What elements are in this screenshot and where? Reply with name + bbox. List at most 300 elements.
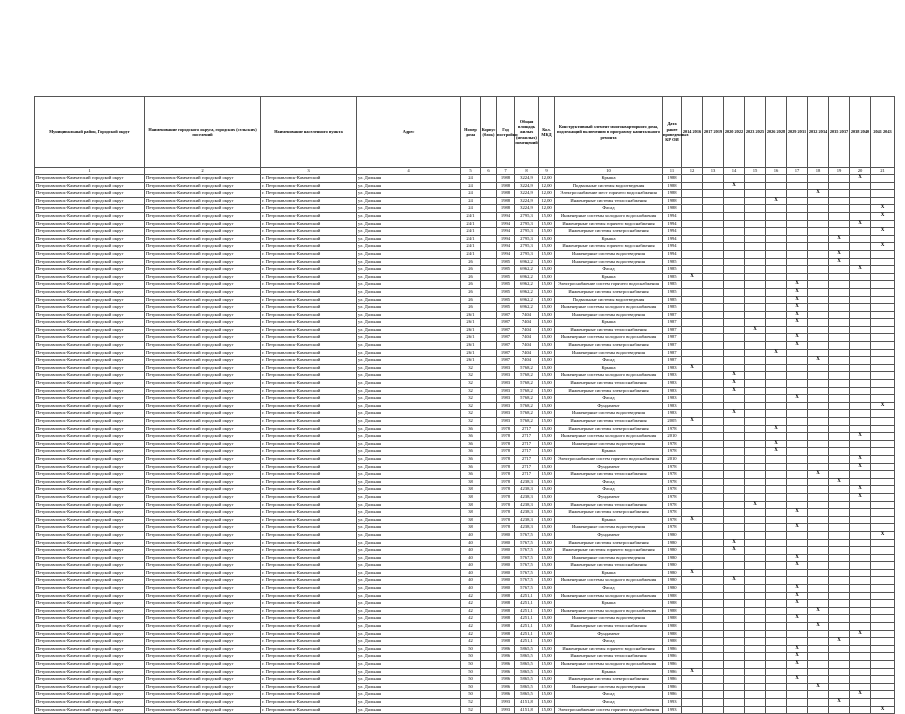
cell-locality: г. Петропавловск-Камчатский <box>261 531 357 539</box>
cell-mkd-count: 15,00 <box>539 600 555 608</box>
cell-period <box>850 357 871 365</box>
cell-year-built: 1993 <box>497 706 515 714</box>
cell-district: Петропавловск-Камчатский городской округ <box>35 501 145 509</box>
cell-period <box>745 402 766 410</box>
cell-district: Петропавловск-Камчатский городской округ <box>35 539 145 547</box>
cell-locality: г. Петропавловск-Камчатский <box>261 706 357 714</box>
cell-year-built: 1985 <box>497 273 515 281</box>
cell-period <box>703 266 724 274</box>
cell-period <box>682 448 703 456</box>
cell-period-mark: X <box>850 630 871 638</box>
cell-period <box>682 311 703 319</box>
cell-period <box>682 607 703 615</box>
cell-area: 5768,2 <box>515 372 539 380</box>
table-row <box>35 205 895 213</box>
cell-district: Петропавловск-Камчатский городской округ <box>35 471 145 479</box>
cell-period <box>766 334 787 342</box>
cell-locality: г. Петропавловск-Камчатский <box>261 235 357 243</box>
cell-period <box>682 630 703 638</box>
cell-block <box>481 243 497 251</box>
cell-mkd-count: 15,00 <box>539 668 555 676</box>
cell-district: Петропавловск-Камчатский городской округ <box>35 380 145 388</box>
cell-district: Петропавловск-Камчатский городской округ <box>35 623 145 631</box>
cell-last-repair: 1994 <box>663 243 682 251</box>
cell-period <box>745 645 766 653</box>
cell-element: Инженерные системы водоотведения <box>555 524 663 532</box>
cell-year-built: 1978 <box>497 440 515 448</box>
cell-period <box>766 539 787 547</box>
cell-period <box>703 455 724 463</box>
cell-period <box>808 433 829 441</box>
table-row <box>35 425 895 433</box>
cell-element: Инженерные системы электроснабжения <box>555 387 663 395</box>
cell-block <box>481 296 497 304</box>
cell-period <box>850 281 871 289</box>
table-row <box>35 342 895 350</box>
column-number-15: 15 <box>745 168 766 175</box>
cell-period <box>808 319 829 327</box>
cell-address: ул. Дальняя <box>357 592 461 600</box>
cell-last-repair: 1987 <box>663 319 682 327</box>
cell-period-mark: X <box>787 311 808 319</box>
cell-area: 5865,5 <box>515 676 539 684</box>
cell-locality: г. Петропавловск-Камчатский <box>261 212 357 220</box>
cell-mkd-count: 15,00 <box>539 281 555 289</box>
cell-period <box>871 418 895 426</box>
cell-period <box>850 212 871 220</box>
cell-period <box>703 410 724 418</box>
cell-period <box>724 623 745 631</box>
cell-settlement: Петропавловск-Камчатский городской округ <box>145 509 261 517</box>
cell-period <box>703 539 724 547</box>
cell-element: Инженерные системы горячего водоснабжения <box>555 220 663 228</box>
cell-last-repair: 1988 <box>663 182 682 190</box>
cell-settlement: Петропавловск-Камчатский городской округ <box>145 698 261 706</box>
cell-period <box>703 440 724 448</box>
cell-period <box>829 402 850 410</box>
cell-last-repair: 1980 <box>663 539 682 547</box>
cell-period <box>871 372 895 380</box>
table-row <box>35 243 895 251</box>
cell-period <box>682 531 703 539</box>
cell-period <box>703 509 724 517</box>
cell-house-number: 32 <box>461 410 481 418</box>
cell-period <box>829 645 850 653</box>
cell-year-built: 1988 <box>497 205 515 213</box>
cell-element: Фасад <box>555 585 663 593</box>
cell-period <box>787 547 808 555</box>
cell-settlement: Петропавловск-Камчатский городской округ <box>145 630 261 638</box>
cell-period <box>682 577 703 585</box>
cell-period <box>829 273 850 281</box>
cell-block <box>481 615 497 623</box>
cell-last-repair: 1988 <box>663 600 682 608</box>
cell-block <box>481 357 497 365</box>
cell-house-number: 40 <box>461 547 481 555</box>
cell-period <box>808 516 829 524</box>
cell-house-number: 26/1 <box>461 319 481 327</box>
cell-block <box>481 706 497 714</box>
cell-year-built: 1985 <box>497 258 515 266</box>
cell-period <box>829 600 850 608</box>
cell-area: 2717 <box>515 463 539 471</box>
cell-period <box>682 486 703 494</box>
cell-block <box>481 212 497 220</box>
cell-period <box>724 258 745 266</box>
column-header-9: Кол. МКД <box>539 97 555 168</box>
cell-address: ул. Дальняя <box>357 493 461 501</box>
cell-area: 4238,3 <box>515 501 539 509</box>
cell-year-built: 1980 <box>497 585 515 593</box>
cell-mkd-count: 15,00 <box>539 212 555 220</box>
cell-block <box>481 334 497 342</box>
cell-year-built: 1978 <box>497 478 515 486</box>
cell-year-built: 1980 <box>497 547 515 555</box>
cell-period <box>871 281 895 289</box>
cell-period <box>850 418 871 426</box>
cell-year-built: 1987 <box>497 319 515 327</box>
cell-mkd-count: 15,00 <box>539 220 555 228</box>
cell-house-number: 50 <box>461 653 481 661</box>
cell-period <box>850 372 871 380</box>
cell-house-number: 40 <box>461 569 481 577</box>
cell-locality: г. Петропавловск-Камчатский <box>261 364 357 372</box>
cell-element: Инженерные системы электроснабжения <box>555 539 663 547</box>
cell-period <box>682 691 703 699</box>
table-row <box>35 288 895 296</box>
column-header-1: Муниципальный район, Городской округ <box>35 97 145 168</box>
cell-house-number: 40 <box>461 577 481 585</box>
cell-period <box>682 410 703 418</box>
cell-period <box>829 448 850 456</box>
cell-period <box>724 676 745 684</box>
cell-period <box>682 182 703 190</box>
cell-period-mark: X <box>808 683 829 691</box>
cell-period <box>829 539 850 547</box>
table-body <box>35 175 895 714</box>
cell-address: ул. Дальняя <box>357 668 461 676</box>
cell-period <box>745 190 766 198</box>
cell-address: ул. Дальняя <box>357 683 461 691</box>
table-row <box>35 448 895 456</box>
cell-year-built: 1978 <box>497 433 515 441</box>
cell-area: 6962,2 <box>515 281 539 289</box>
column-number-18: 18 <box>808 168 829 175</box>
cell-last-repair: 1978 <box>663 501 682 509</box>
cell-period <box>724 706 745 714</box>
cell-district: Петропавловск-Камчатский городской округ <box>35 440 145 448</box>
table-header-row <box>35 97 895 168</box>
cell-period <box>787 706 808 714</box>
cell-period <box>787 197 808 205</box>
cell-period <box>850 349 871 357</box>
cell-address: ул. Дальняя <box>357 182 461 190</box>
column-number-20: 20 <box>850 168 871 175</box>
cell-period <box>682 296 703 304</box>
cell-period <box>724 205 745 213</box>
cell-settlement: Петропавловск-Камчатский городской округ <box>145 296 261 304</box>
cell-area: 7404 <box>515 334 539 342</box>
cell-element: Крыша <box>555 448 663 456</box>
cell-period <box>850 273 871 281</box>
cell-period <box>787 228 808 236</box>
cell-period <box>766 311 787 319</box>
cell-house-number: 42 <box>461 600 481 608</box>
cell-period <box>850 440 871 448</box>
cell-period <box>850 638 871 646</box>
cell-element: Подвальные системы водоотведения <box>555 182 663 190</box>
cell-period <box>766 220 787 228</box>
cell-period-mark: X <box>724 539 745 547</box>
column-number-12: 12 <box>682 168 703 175</box>
cell-period <box>808 372 829 380</box>
cell-area: 2717 <box>515 440 539 448</box>
cell-element: Крыша <box>555 600 663 608</box>
cell-period <box>682 623 703 631</box>
cell-district: Петропавловск-Камчатский городской округ <box>35 577 145 585</box>
cell-house-number: 52 <box>461 698 481 706</box>
cell-period-mark: X <box>871 402 895 410</box>
cell-last-repair: 1983 <box>663 364 682 372</box>
cell-period <box>682 425 703 433</box>
cell-element: Инженерные системы холодного водоснабжения <box>555 334 663 342</box>
cell-period <box>829 585 850 593</box>
cell-locality: г. Петропавловск-Камчатский <box>261 592 357 600</box>
cell-mkd-count: 15,00 <box>539 387 555 395</box>
cell-settlement: Петропавловск-Камчатский городской округ <box>145 615 261 623</box>
table-row <box>35 592 895 600</box>
cell-period <box>724 486 745 494</box>
cell-last-repair: 1986 <box>663 653 682 661</box>
cell-period <box>808 661 829 669</box>
cell-locality: г. Петропавловск-Камчатский <box>261 463 357 471</box>
cell-address: ул. Дальняя <box>357 691 461 699</box>
cell-period <box>724 273 745 281</box>
cell-district: Петропавловск-Камчатский городской округ <box>35 562 145 570</box>
cell-period <box>787 531 808 539</box>
cell-period <box>850 395 871 403</box>
cell-address: ул. Дальняя <box>357 448 461 456</box>
cell-house-number: 32 <box>461 395 481 403</box>
cell-period-mark: X <box>724 577 745 585</box>
cell-year-built: 1978 <box>497 463 515 471</box>
cell-element: Инженерные системы электроснабжения <box>555 342 663 350</box>
table-row <box>35 531 895 539</box>
cell-mkd-count: 15,00 <box>539 463 555 471</box>
cell-house-number: 36 <box>461 448 481 456</box>
cell-period <box>808 668 829 676</box>
cell-period <box>808 455 829 463</box>
cell-settlement: Петропавловск-Камчатский городской округ <box>145 478 261 486</box>
cell-period <box>808 425 829 433</box>
cell-period <box>829 607 850 615</box>
cell-year-built: 1994 <box>497 212 515 220</box>
cell-period <box>808 402 829 410</box>
table-row <box>35 623 895 631</box>
cell-period-mark: X <box>682 418 703 426</box>
cell-period <box>850 478 871 486</box>
cell-block <box>481 531 497 539</box>
cell-element: Фундамент <box>555 630 663 638</box>
cell-year-built: 1986 <box>497 691 515 699</box>
cell-element: Инженерные системы горячего водоснабжения <box>555 243 663 251</box>
cell-settlement: Петропавловск-Камчатский городской округ <box>145 387 261 395</box>
cell-district: Петропавловск-Камчатский городской округ <box>35 334 145 342</box>
cell-locality: г. Петропавловск-Камчатский <box>261 539 357 547</box>
cell-period <box>808 630 829 638</box>
cell-area: 4251,1 <box>515 600 539 608</box>
cell-element: Инженерные системы холодного водоснабжения <box>555 592 663 600</box>
cell-area: 2717 <box>515 471 539 479</box>
cell-year-built: 1994 <box>497 235 515 243</box>
cell-house-number: 26/1 <box>461 342 481 350</box>
cell-district: Петропавловск-Камчатский городской округ <box>35 547 145 555</box>
cell-element: Инженерные системы водоотведения <box>555 410 663 418</box>
capital-repair-table <box>34 96 895 714</box>
cell-period <box>766 691 787 699</box>
cell-period <box>850 228 871 236</box>
cell-last-repair: 1980 <box>663 554 682 562</box>
cell-period <box>724 653 745 661</box>
cell-block <box>481 577 497 585</box>
cell-locality: г. Петропавловск-Камчатский <box>261 281 357 289</box>
cell-mkd-count: 15,00 <box>539 334 555 342</box>
cell-block <box>481 402 497 410</box>
cell-period <box>850 235 871 243</box>
cell-period-mark: X <box>724 387 745 395</box>
cell-locality: г. Петропавловск-Камчатский <box>261 205 357 213</box>
cell-year-built: 1987 <box>497 349 515 357</box>
cell-area: 5767,5 <box>515 539 539 547</box>
cell-period <box>745 410 766 418</box>
cell-block <box>481 607 497 615</box>
cell-period <box>871 630 895 638</box>
cell-block <box>481 349 497 357</box>
cell-last-repair: 1986 <box>663 668 682 676</box>
cell-period <box>682 471 703 479</box>
cell-area: 5768,2 <box>515 364 539 372</box>
cell-period <box>787 448 808 456</box>
cell-address: ул. Дальняя <box>357 205 461 213</box>
cell-period <box>829 190 850 198</box>
cell-period-mark: X <box>850 463 871 471</box>
cell-period <box>745 288 766 296</box>
cell-year-built: 1988 <box>497 630 515 638</box>
cell-period <box>829 706 850 714</box>
cell-period <box>871 334 895 342</box>
cell-settlement: Петропавловск-Камчатский городской округ <box>145 691 261 699</box>
cell-period <box>703 258 724 266</box>
cell-period <box>871 197 895 205</box>
cell-period <box>745 319 766 327</box>
cell-year-built: 1986 <box>497 661 515 669</box>
cell-period <box>682 554 703 562</box>
cell-period-mark: X <box>829 235 850 243</box>
column-header-12: 2014 2016 <box>682 97 703 168</box>
cell-period <box>808 509 829 517</box>
cell-address: ул. Дальняя <box>357 577 461 585</box>
cell-period <box>850 402 871 410</box>
cell-last-repair: 2010 <box>663 455 682 463</box>
cell-last-repair: 2010 <box>663 433 682 441</box>
cell-house-number: 38 <box>461 509 481 517</box>
cell-year-built: 1978 <box>497 509 515 517</box>
cell-last-repair: 1988 <box>663 205 682 213</box>
cell-period <box>745 372 766 380</box>
cell-period <box>766 433 787 441</box>
cell-period <box>745 220 766 228</box>
cell-period <box>745 493 766 501</box>
cell-district: Петропавловск-Камчатский городской округ <box>35 554 145 562</box>
cell-period <box>871 220 895 228</box>
cell-period <box>871 516 895 524</box>
cell-house-number: 24/1 <box>461 220 481 228</box>
cell-period <box>850 668 871 676</box>
cell-mkd-count: 15,00 <box>539 440 555 448</box>
cell-element: Инженерные системы водоотведения <box>555 683 663 691</box>
cell-period <box>703 197 724 205</box>
cell-period <box>787 577 808 585</box>
cell-period <box>850 326 871 334</box>
cell-locality: г. Петропавловск-Камчатский <box>261 585 357 593</box>
cell-settlement: Петропавловск-Камчатский городской округ <box>145 501 261 509</box>
cell-block <box>481 266 497 274</box>
cell-area: 5767,5 <box>515 554 539 562</box>
cell-period <box>787 539 808 547</box>
cell-period <box>850 645 871 653</box>
cell-period <box>724 212 745 220</box>
cell-period <box>871 509 895 517</box>
cell-period <box>766 402 787 410</box>
cell-settlement: Петропавловск-Камчатский городской округ <box>145 569 261 577</box>
cell-period <box>850 319 871 327</box>
table-row <box>35 486 895 494</box>
cell-period <box>703 387 724 395</box>
cell-period <box>850 509 871 517</box>
cell-mkd-count: 12,00 <box>539 205 555 213</box>
cell-period <box>745 281 766 289</box>
cell-block <box>481 448 497 456</box>
table-row <box>35 212 895 220</box>
column-number-3: 3 <box>261 168 357 175</box>
cell-period <box>745 547 766 555</box>
table-row <box>35 478 895 486</box>
cell-district: Петропавловск-Камчатский городской округ <box>35 395 145 403</box>
column-header-16: 2026 2028 <box>766 97 787 168</box>
cell-period <box>703 592 724 600</box>
cell-period <box>703 304 724 312</box>
cell-period <box>682 547 703 555</box>
cell-period <box>871 395 895 403</box>
cell-period <box>745 607 766 615</box>
cell-period <box>703 334 724 342</box>
cell-last-repair: 1985 <box>663 288 682 296</box>
cell-period <box>745 175 766 183</box>
cell-last-repair: 1988 <box>663 190 682 198</box>
cell-period <box>808 296 829 304</box>
cell-period <box>745 653 766 661</box>
table-row <box>35 273 895 281</box>
cell-last-repair: 1994 <box>663 220 682 228</box>
cell-period <box>703 235 724 243</box>
cell-district: Петропавловск-Камчатский городской округ <box>35 304 145 312</box>
cell-last-repair: 1985 <box>663 281 682 289</box>
cell-period <box>682 266 703 274</box>
cell-period <box>703 228 724 236</box>
cell-address: ул. Дальняя <box>357 212 461 220</box>
cell-period-mark: X <box>808 190 829 198</box>
cell-period <box>745 448 766 456</box>
